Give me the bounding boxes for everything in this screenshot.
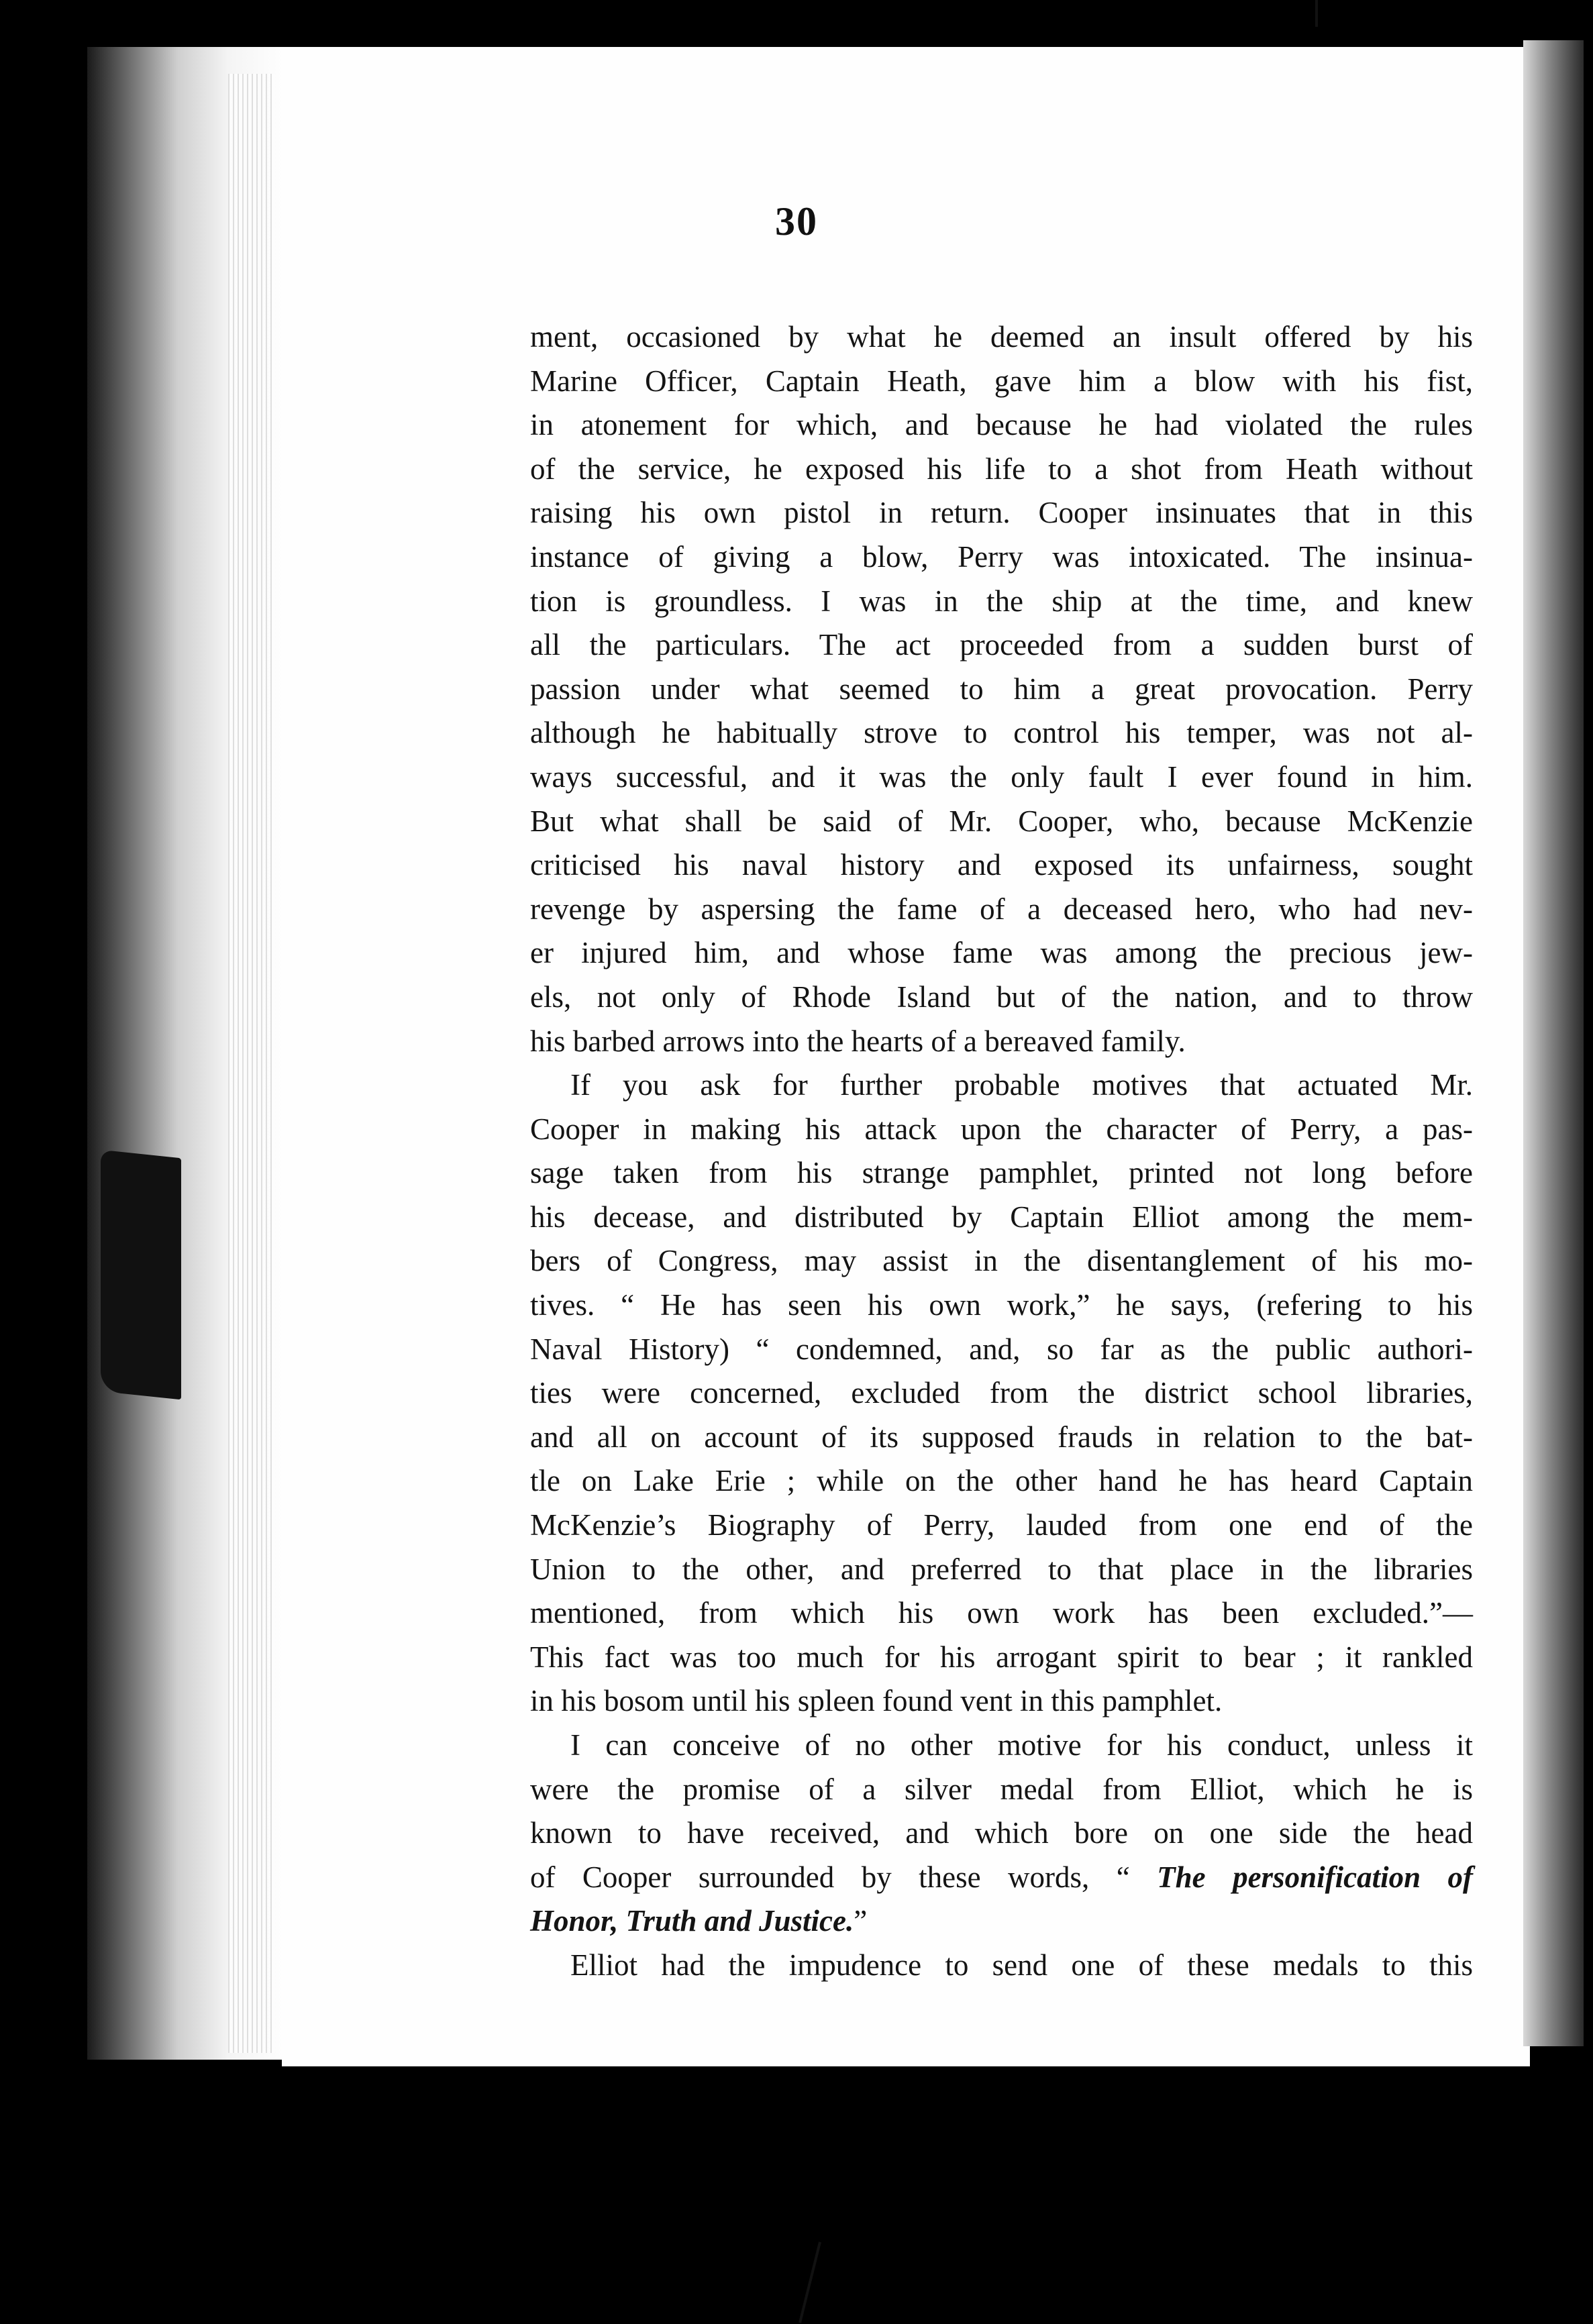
quote-close: ” xyxy=(854,1904,868,1938)
text-line: his barbed arrows into the hearts of a bereaved family. xyxy=(530,1024,1186,1058)
page-number: 30 xyxy=(775,199,818,244)
text-line: er injured him, and whose fame was among the precious jew- xyxy=(530,936,1473,970)
medal-inscription-part-2: Honor, Truth and Justice. xyxy=(530,1904,854,1938)
text-line: although he habitually strove to control his temper, was not al- xyxy=(530,716,1473,750)
text-line: raising his own pistol in return. Cooper insinuates that in this xyxy=(530,496,1473,530)
text-line: criticised his naval history and exposed its unfairness, sought xyxy=(530,848,1473,882)
text-line: But what shall be said of Mr. Cooper, who, because McKenzie xyxy=(530,804,1473,838)
text-line: Naval History) “ condemned, and, so far as the public authori- xyxy=(530,1332,1473,1366)
quote-open: “ xyxy=(1116,1860,1130,1894)
text-line: McKenzie’s Biography of Perry, lauded from one end of the xyxy=(530,1508,1473,1542)
text-line: If you ask for further probable motives that actuated Mr. xyxy=(570,1068,1473,1102)
binding-shadow xyxy=(101,1150,181,1400)
medal-inscription-part-1: The personification of xyxy=(1157,1860,1474,1894)
text-line: Marine Officer, Captain Heath, gave him a blow with his fist, xyxy=(530,364,1473,398)
text-line: mentioned, from which his own work has been excluded.”— xyxy=(530,1596,1473,1630)
paragraph-4 xyxy=(530,1944,1473,1988)
text-line: els, not only of Rhode Island but of the nation, and to throw xyxy=(530,980,1473,1014)
text-line: of the service, he exposed his life to a shot from Heath without xyxy=(530,452,1473,486)
text-line: ties were concerned, excluded from the district school libraries, xyxy=(530,1376,1473,1410)
text-line: instance of giving a blow, Perry was intoxicated. The insinua- xyxy=(530,539,1473,574)
text-line: and all on account of its supposed frauds in relation to the bat- xyxy=(530,1420,1473,1454)
paragraph-3 xyxy=(530,1724,1473,1944)
text-line: Cooper in making his attack upon the character of Perry, a pas- xyxy=(530,1112,1473,1146)
text-line: Union to the other, and preferred to that place in the libraries xyxy=(530,1552,1473,1586)
page-leaves xyxy=(228,74,275,2053)
text-line: revenge by aspersing the fame of a deceased hero, who had nev- xyxy=(530,892,1473,926)
text-line: tion is groundless. I was in the ship at the time, and knew xyxy=(530,584,1473,618)
text-line xyxy=(530,1856,1473,1900)
text-line: were the promise of a silver medal from Elliot, which he is xyxy=(530,1772,1473,1806)
text-line: in his bosom until his spleen found vent in this pamphlet. xyxy=(530,1684,1223,1718)
text-line: This fact was too much for his arrogant spirit to bear ; it rankled xyxy=(530,1640,1473,1674)
text-line: known to have received, and which bore on one side the head xyxy=(530,1816,1473,1850)
text-line: Elliot had the impudence to send one of these medals to this xyxy=(570,1948,1473,1982)
text-line: in atonement for which, and because he had violated the rules xyxy=(530,408,1473,442)
top-scan-mark xyxy=(1315,0,1318,27)
text-line: tives. “ He has seen his own work,” he says, (refering to his xyxy=(530,1288,1473,1322)
text-line: his decease, and distributed by Captain Elliot among the mem- xyxy=(530,1200,1473,1234)
text-line: ment, occasioned by what he deemed an insult offered by his xyxy=(530,320,1473,354)
text-line: ways successful, and it was the only fault I ever found in him. xyxy=(530,759,1473,794)
paragraph-2 xyxy=(530,1063,1473,1724)
text-line: all the particulars. The act proceeded from a sudden burst of xyxy=(530,628,1473,662)
right-page-edge xyxy=(1523,40,1584,2046)
text-run: of Cooper surrounded by these words, xyxy=(530,1860,1090,1894)
page-text xyxy=(530,315,1473,1988)
text-line: tle on Lake Erie ; while on the other hand he has heard Captain xyxy=(530,1464,1473,1498)
text-line: I can conceive of no other motive for his conduct, unless it xyxy=(570,1728,1473,1762)
text-line: passion under what seemed to him a great provocation. Perry xyxy=(530,672,1473,706)
text-line: sage taken from his strange pamphlet, printed not long before xyxy=(530,1156,1473,1190)
text-line xyxy=(530,1899,1473,1944)
paragraph-1 xyxy=(530,315,1473,1063)
text-line: bers of Congress, may assist in the disentanglement of his mo- xyxy=(530,1244,1473,1278)
